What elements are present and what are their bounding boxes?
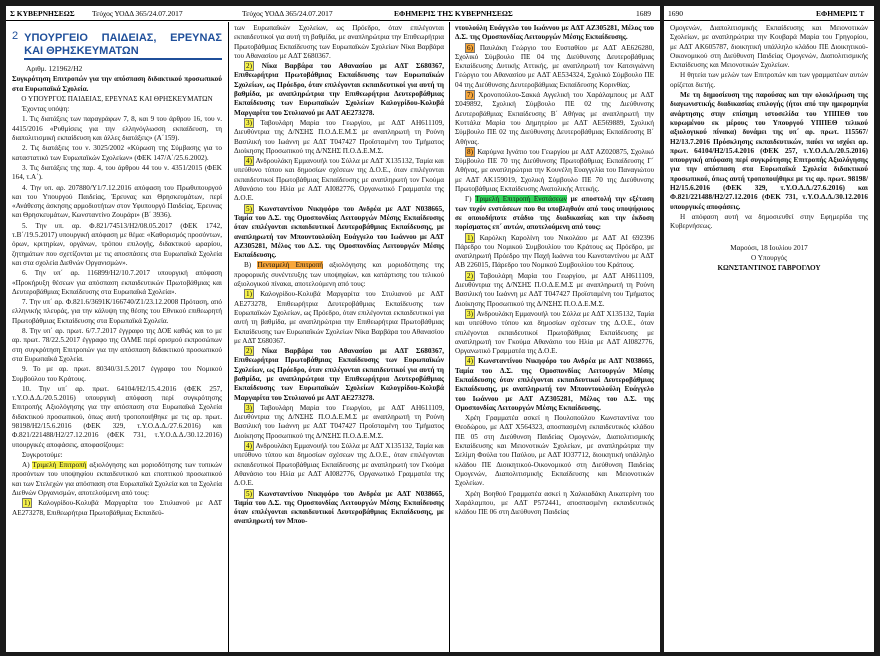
item-text: Ανδρουλάκη Εμμανουήλ του Σύλλα με ΑΔΤ Χ135132, Ταμία και υπεύθυνο τύπου και δημοσίων σχέσεων της Δ.Ο.Ε., όταν επιλέγονται εκπαιδευτικοί Πρωτοβάθμιας Εκπαίδευσης με αναπληρωτή τον Γκούμα Αθανάσιο του Ηλία με ΑΔΤ ΑΙ082776, Οργανωτικό Γραμματέα της Δ.Ο.Ε. <box>455 309 654 356</box>
item-text: Κωνσταντίνου Νικηφόρο του Ανδρέα με ΑΔΤ Ν038665, Ταμία του Δ.Σ. της Ομοσπονδίας Λειτουργών Μέσης Εκπαίδευσης όταν επιλέγονται εκπαιδευτικοί Δευτεροβάθμιας Εκπαίδευσης, με αναπληρωτή τον Μπουντουλούλη Ευάγγελο του Ιωάννου με ΑΔΤ ΑΖ305281, Μέλος του Δ.Σ. της Ομοσπονδίας Λειτουργών Μέσης Εκπαίδευσης. <box>455 357 654 412</box>
item-number: 1) <box>246 290 252 299</box>
item-number: 3) <box>246 403 252 412</box>
paragraph: 9. Το με αρ. πρωτ. 80340/31.5.2017 έγγραφο του Νομικού Συμβούλου του Κράτους. <box>12 365 222 383</box>
list-item <box>234 290 444 346</box>
section-title: ΥΠΟΥΡΓΕΙΟ ΠΑΙΔΕΙΑΣ, ΕΡΕΥΝΑΣ ΚΑΙ ΘΡΗΣΚΕΥΜΑΤΩΝ <box>24 32 222 60</box>
signature-name: ΚΩΝΣΤΑΝΤΙΝΟΣ ΓΑΒΡΟΓΛΟΥ <box>717 264 821 273</box>
signature-date: Μαρούσι, 18 Ιουλίου 2017 <box>730 243 808 252</box>
paragraph: 10. Την υπ΄ αρ. πρωτ. 64104/Η2/15.4.2016 (ΦΕΚ 257, τ.Υ.Ο.Δ.Δ./20.5.2016) υπουργική απόφαση περί συγκρότησης Επιτροπής Αξιολόγησης για την απόσπαση στα Ευρωπαϊκά Σχολεία διδακτικού προσωπικού, όπως αυτή τροποποιήθηκε με τις αρ. πρωτ. 98198/Η2/15.6.2016 (ΦΕΚ 329, τ.Υ.Ο.Δ.Δ./27.6.2016) και Φ.821/221488/Η2/27.12.2016 (ΦΕΚ 731, τ.Υ.Ο.Δ.Δ./30.12.2016) υπουργικές αποφάσεις, αποφασίζουμε: <box>12 384 222 449</box>
paragraph: των Ευρωπαϊκών Σχολείων, ως Πρόεδρο, όταν επιλέγονται εκπαιδευτικοί για αυτή τη βαθμίδα, με αναπληρώτρια την Επιθεωρήτρια Πρωτοβάθμιας Εκπαίδευσης των Ευρωπαϊκών Σχολείων Νίκα Βαρβάρα του Αθανασίου με ΑΔΤ Σ680367. <box>234 24 444 60</box>
item-label: Γ) <box>465 195 472 204</box>
header-left-title: Σ ΚΥΒΕΡΝΗΣΕΩΣ <box>10 9 75 18</box>
item-number: 1) <box>467 233 473 242</box>
highlight-five-member-committee: Πενταμελή Επιτροπή <box>257 261 324 270</box>
item-number: 3) <box>246 118 252 127</box>
list-item <box>455 234 654 271</box>
item-text: Ανδρουλάκη Εμμανουήλ του Σύλλα με ΑΔΤ Χ135132, Ταμία και υπεύθυνο τύπου και δημοσίων σχέσεων της Δ.Ο.Ε., όταν επιλέγονται εκπαιδευτικοί Πρωτοβάθμιας Εκπαίδευσης με αναπληρωτή τον Γκούμα Αθανάσιο του Ηλία με ΑΔΤ ΑΙ082776, Οργανωτικό Γραμματέα της Δ.Ο.Ε. <box>234 442 444 488</box>
item-text: Ταβουλάρη Μαρία του Γεωργίου, με ΑΔΤ ΑΗ611109, Διευθύντρια της Δ/ΝΣΗΣ Π.Ο.Δ.Ε.Μ.Σ με αναπληρωτή τη Ρούνη Βασιλική του Ιωάννη με ΑΔΤ Τ047427 Προϊσταμένη του Τμήματος Διοίκησης Προσωπικού της Δ/ΝΣΗΣ Π.Ο.Δ.Ε.Μ.Σ. <box>234 403 444 440</box>
column-divider <box>228 22 229 652</box>
item-label: Α) <box>22 461 30 470</box>
list-item <box>234 157 444 203</box>
header-page-number: 1689 <box>636 9 651 18</box>
item-number: 1) <box>24 499 30 508</box>
item-text: Χρονοπούλου-Σακκά Αγγελική του Χαράλαμπους με ΑΔΤ Σ049892, Σχολική Σύμβουλο ΠΕ 02 της Διεύθυνσης Δευτεροβάθμιας Εκπαίδευσης Β΄ Αθήνας με αναπληρωτή την Κυττάλα Μαρία του Δημητρίου με ΑΔΤ ΑΕ569889, Σχολική Σύμβουλο ΠΕ 02 της Διεύθυνσης Δευτεροβάθμιας Εκπαίδευσης Β΄ Αθήνας. <box>455 91 654 146</box>
list-item <box>234 347 444 403</box>
paragraph: 3. Τις διατάξεις της παρ. 4, του άρθρου 44 του ν. 4351/2015 (ΦΕΚ 164, τ.Α΄). <box>12 163 222 182</box>
item-number: 4) <box>467 357 473 366</box>
section-heading <box>12 32 222 60</box>
item-label: Β) <box>244 261 252 270</box>
item-text: Κωνσταντίνου Νικηφόρο του Ανδρέα με ΑΔΤ Ν038665, Ταμία του Δ.Σ. της Ομοσπονδίας Λειτουργών Μέσης Εκπαίδευσης όταν επιλέγονται εκπαιδευτικοί Δευτεροβάθμιας Εκπαίδευσης, με αναπληρωτή τον Μπου- <box>234 489 444 526</box>
paragraph: 6. Την υπ΄ αρ. 116899/Η2/10.7.2017 υπουργική απόφαση «Προκήρυξη θέσεων για απόσπαση εκπαιδευτικών Πρωτοβάθμιας και Δευτεροβάθμιας Εκπαίδευσης στα Ευρωπαϊκά Σχολεία». <box>12 269 222 296</box>
list-item <box>234 205 444 261</box>
column-3 <box>455 24 654 652</box>
paragraph: Χρέη Γραμματέα ασκεί η Πουλοπούλου Κωνσταντίνα του Θεοδώρου, με ΑΔΤ Χ564323, αποσπασμένη εκπαιδευτικός κλάδου ΠΕ 05 στη Διεύθυνση Παιδείας Ομογενών, Διαπολιτισμικής Εκπαίδευσης και Μειονοτικών Σχολείων, με αναπληρώτρια την Σελίμη Φούλα του Παύλου, με ΑΔΤ ΙΟ37712, διοικητική υπάλληλο κλάδου ΠΕ Διοικητικού-Οικονομικού στη Διεύθυνση Παιδείας Ομογενών, Διαπολιτισμικής Εκπαίδευσης και Μειονοτικών Σχολείων. <box>455 414 654 488</box>
item-number: 2) <box>246 62 252 71</box>
item-number: 3) <box>467 309 473 318</box>
signature-role: Ο Υπουργός <box>751 253 787 262</box>
header-title: ΕΦΗΜΕΡΙΣ Τ <box>816 9 865 18</box>
list-item <box>455 148 654 194</box>
paragraph: Ομογενών, Διαπολιτισμικής Εκπαίδευσης και Μειονοτικών Σχολείων, με αναπληρώτρια την Κουβαρά Μαρία του Γρηγορίου, με ΑΔΤ ΑΚ605787, διοικητική υπάλληλο κλάδου ΠΕ Διοικητικού-Οικονομικού στη Διεύθυνση Παιδείας Ομογενών, Διαπολιτισμικής Εκπαίδευσης και Μειονοτικών Σχολείων. <box>670 24 868 70</box>
item-text: Καρύμνα Ιγνάτιο του Γεωργίου με ΑΔΤ ΑΖ020875, Σχολικό Σύμβουλο ΠΕ 70 της Διεύθυνσης Πρωτοβάθμιας Εκπαίδευσης Γ΄ Αθήνας, με αναπληρώτρια την Κουνέλη Ευαγγελία του Παναγιώτου με ΑΔΤ ΑΚ159019, Σχολική Σύμβουλο ΠΕ 70 της Διεύθυνσης Πρωτοβάθμιας Εκπαίδευσης Ανατολικής Αττικής. <box>455 147 654 194</box>
item-number: 2) <box>467 271 473 280</box>
list-item <box>234 490 444 527</box>
paragraph: 7. Την υπ΄ αρ. Φ.821.6/3691К/166740/Ζ1/23.12.2008 Πρόταση, από ελληνικής πλευράς, για την κάλυψη της θέσης του Εθνικού επιθεωρητή Πρωτοβάθμιας Εκπαίδευσης στα Ευρωπαϊκά Σχολεία. <box>12 298 222 325</box>
item-text: Καλογρίδου-Κολυβά Μαργαρίτα του Στυλιανού με ΑΔΤ ΑΕ273278, Επιθεωρήτρια Δευτεροβάθμιας Εκπαίδευσης των Ευρωπαϊκών Σχολείων, ως Πρόεδρο, όταν επιλέγονται εκπαιδευτικοί για αυτή τη βαθμίδα, με αναπληρώτρια την Επιθεωρήτρια Πρωτοβάθμιας Εκπαίδευσης των Ευρωπαϊκών Σχολείων Νίκα Βαρβάρα του Αθανασίου με ΑΔΤ Σ680367. <box>234 290 444 345</box>
paragraph-committee-c <box>455 195 654 232</box>
list-item <box>455 310 654 356</box>
item-text: Κωνσταντίνου Νικηφόρο του Ανδρέα με ΑΔΤ Ν038665, Ταμία του Δ.Σ. της Ομοσπονδίας Λειτουργών Μέσης Εκπαίδευσης όταν επιλέγονται εκπαιδευτικοί Δευτεροβάθμιας Εκπαίδευσης, με αναπληρωτή τον Μπουντουλούλη Ευάγγελο του Ιωάννου με ΑΔΤ ΑΖ305281, Μέλος του Δ.Σ. της Ομοσπονδίας Λειτουργών Μέσης Εκπαίδευσης. <box>234 204 444 260</box>
highlight-objections-committee: Τριμελή Επιτροπή Ενστάσεων <box>475 195 567 204</box>
highlight-three-member-committee: Τριμελή Επιτροπή <box>32 461 87 470</box>
item-text: Καλογρίδου-Κολυβά Μαργαρίτα του Στυλιανού με ΑΔΤ ΑΕ273278, Επιθεωρήτρια Πρωτοβάθμιας Εκπαιδεύ- <box>12 499 222 517</box>
paragraph: Η απόφαση αυτή να δημοσιευθεί στην Εφημερίδα της Κυβερνήσεως. <box>670 212 868 231</box>
gazette-page-1689 <box>6 6 660 652</box>
header-mid-issue: Τεύχος ΥΟΔΔ 365/24.07.2017 <box>242 9 333 18</box>
column-2 <box>234 24 444 652</box>
column-divider <box>449 22 450 652</box>
decision-subject: Συγκρότηση Επιτροπών για την απόσπαση διδακτικού προσωπικού στα Ευρωπαϊκά Σχολεία. <box>12 75 222 93</box>
list-item <box>234 404 444 441</box>
item-text: Καρόλκη Καρολίνη του Νικολάου με ΑΔΤ ΑΙ 692396 Πάρεδρο του Νομικού Συμβουλίου του Κράτους ως Πρόεδρο, με αναπληρωτή Πρόεδρο την Παχή Ιωάννα του Κωνσταντίνου με ΑΔΤ ΑΒ 226015, Πάρεδρο του Νομικού Συμβουλίου του Κράτους. <box>455 233 654 270</box>
item-text: αξιολόγησης και μοριοδότησης των τυπικών προσόντων του υποψηφίου εκπαιδευτικού και εποπτικού προσωπικού και των Στελεχών για απόσπαση στα Ευρωπαϊκά Σχολεία και τα Σχολεία Διεθνών Οργανισμών, αποτελούμενη από τους: <box>12 461 222 498</box>
item-number: 4) <box>246 442 252 451</box>
paragraph: Η θητεία των μελών των Επιτροπών και των γραμματέων αυτών ορίζεται διετής. <box>670 71 868 89</box>
paragraph: 4. Την υπ. αρ. 207880/Υ1/7.12.2016 απόφαση του Πρωθυπουργού και του Υπουργού Παιδείας, Έρευνας και Θρησκευμάτων, περί «Ανάθεσης άσκησης αρμοδιοτήτων στον Υφυπουργό Παιδείας, Έρευνας και Θρησκευμάτων, Κωνσταντίνο Ζουράρι» (Β΄ 3936). <box>12 183 222 220</box>
item-number: 8) <box>467 147 473 156</box>
header-mid-title: ΕΦΗΜΕΡΙΣ ΤΗΣ ΚΥΒΕΡΝΗΣΕΩΣ <box>394 9 513 18</box>
item-text: Νίκα Βαρβάρα του Αθανασίου με ΑΔΤ Σ680367, Επιθεωρήτρια Πρωτοβάθμιας Εκπαίδευσης των Ευρωπαϊκών Σχολείων, ως Πρόεδρο, όταν επιλέγονται εκπαιδευτικοί για αυτή τη βαθμίδα, με αναπληρώτρια την Επιθεωρήτρια Δευτεροβάθμιας Εκπαίδευσης των Ευρωπαϊκών Σχολείων Καλογρίδου-Κολυβά Μαργαρίτα του Στυλιανού με ΑΔΤ ΑΕ273278. <box>234 347 444 402</box>
header-page-number: 1690 <box>668 9 683 18</box>
paragraph: Έχοντας υπόψη: <box>22 105 70 114</box>
paragraph: Με τη δημοσίευση της παρούσας και την ολοκλήρωση της διαγωνιστικής διαδικασίας επιλογής (ήτοι από την ημερομηνία ανάρτησης στην επίσημη ιστοσελίδα του ΥΠΠΕΘ του κυρωμένου εκ μέρους του Υπουργού ΥΠΠΕΘ τελικού αξιολογικού πίνακα) δυνάμει της υπ΄ αρ. πρωτ. 115567/Η2/13.7.2016 Πρόσκλησης εκπαιδευτικών, παύει να ισχύει αρ. πρωτ. 64104/Η2/15.4.2016 (ΦΕΚ 257, τ.Υ.Ο.Δ.Δ./20.5.2016) υπουργική απόφαση περί συγκρότησης Επιτροπής Αξιολόγησης για την απόσπαση στα Ευρωπαϊκά Σχολεία διδακτικού προσωπικού, όπως αυτή τροποποιήθηκε με τις αρ. πρωτ. 98198/Η2/15.6.2016 (ΦΕΚ 329, τ.Υ.Ο.Δ.Δ./27.6.2016) και Φ.821/221488/Η2/27.12.2016 (ΦΕΚ 731, τ.Υ.Ο.Δ.Δ./30.12.2016 υπουργικές αποφάσεις. <box>670 91 868 211</box>
item-text: Ανδρουλάκη Εμμανουήλ του Σύλλα με ΑΔΤ Χ135132, Ταμία και υπεύθυνο τύπου και δημοσίων σχέσεων της Δ.Ο.Ε., όταν επιλέγονται εκπαιδευτικοί Πρωτοβάθμιας Εκπαίδευσης με αναπληρωτή τον Γκούμα Αθανάσιο του Ηλία με ΑΔΤ ΑΙ082776, Οργανωτικό Γραμματέα της Δ.Ο.Ε. <box>234 157 444 203</box>
paragraph: Χρέη Βοηθού Γραμματέα ασκεί η Χαλκιαδάκη Αικατερίνη του Χαράλαμπου, με ΑΔΤ Ρ572441, αποσπασμένη εκπαιδευτικός κλάδου ΠΕ 06 στη Διεύθυνση Παιδείας <box>455 489 654 517</box>
list-item <box>234 62 444 118</box>
item-text: αξιολόγησης και μοριοδότησης της προφορικής συνέντευξης των υποψηφίων, και κατάρτισης του τελικού αξιολογικού πίνακα, αποτελούμενη από τους: <box>234 261 444 289</box>
list-item <box>12 499 222 518</box>
list-item <box>455 272 654 309</box>
item-number: 4) <box>246 157 252 166</box>
item-text: Νίκα Βαρβάρα του Αθανασίου με ΑΔΤ Σ680367, Επιθεωρήτρια Πρωτοβάθμιας Εκπαίδευσης των Ευρωπαϊκών Σχολείων, ως Πρόεδρο, όταν επιλέγονται εκπαιδευτικοί για αυτή τη βαθμίδα, με αναπληρώτρια την Επιθεωρήτρια Δευτεροβάθμιας Εκπαίδευσης των Ευρωπαϊκών Σχολείων Καλογρίδου-Κολυβά Μαργαρίτα του Στυλιανού με ΑΔΤ ΑΕ273278. <box>234 62 444 117</box>
paragraph: Συγκροτούμε: <box>22 450 63 459</box>
page-header <box>664 6 874 21</box>
list-item <box>234 119 444 156</box>
item-number: 5) <box>246 489 252 498</box>
list-item <box>455 44 654 90</box>
paragraph-committee-b <box>234 261 444 289</box>
column-1 <box>670 24 868 652</box>
decision-ref: Αριθμ. 121962/Η2 <box>26 64 83 73</box>
list-item <box>234 442 444 488</box>
list-item <box>455 91 654 147</box>
item-number: 6) <box>467 43 473 52</box>
paragraph: 8. Την υπ΄ αρ. πρωτ. 6/7.7.2017 έγγραφο της ΔΟΕ καθώς και το με αρ. πρωτ. 78/22.5.2017 έγγραφο της ΟΛΜΕ περί ορισμού εκπροσώπων στη συγκρότηση Επιτροπών για την απόσπαση διδακτικού προσωπικού στα Ευρωπαϊκά Σχολεία. <box>12 327 222 363</box>
item-text: Παυλάκη Γεώργιο του Ευσταθίου με ΑΔΤ ΑΕ626280, Σχολικό Σύμβουλο ΠΕ 04 της Διεύθυνσης Δευτεροβάθμιας Εκπαίδευσης Δυτικής Αττικής, με αναπληρωτή τον Κατσιγιάννη Γεώργιο του Αθανασίου με ΑΔΤ ΑΕ534324, Σχολικό Σύμβουλο ΠΕ 04 της Διεύθυνσης Δευτεροβάθμιας Εκπαίδευσης Κορινθίας. <box>455 43 654 89</box>
item-number: 2) <box>246 347 252 356</box>
paragraph: 2. Τις διατάξεις του ν. 3025/2002 «Κύρωση της Σύμβασης για το καταστατικό των Ευρωπαϊκών Σχολείων» (ΦΕΚ 147/Α΄/25.6.2002). <box>12 144 222 162</box>
item-text: Ταβουλάρη Μαρία του Γεωργίου, με ΑΔΤ ΑΗ611109, Διευθύντρια της Δ/ΝΣΗΣ Π.Ο.Δ.Ε.Μ.Σ με αναπληρωτή τη Ρούνη Βασιλική του Ιωάννη με ΑΔΤ Τ047427 Προϊσταμένη του Τμήματος Διοίκησης Προσωπικού της Δ/ΝΣΗΣ Π.Ο.Δ.Ε.Μ.Σ. <box>455 271 654 308</box>
header-left-issue: Τεύχος ΥΟΔΔ 365/24.07.2017 <box>92 9 183 18</box>
item-number: 7) <box>467 91 473 100</box>
section-number: 2 <box>12 30 19 42</box>
paragraph: ντουλούλη Ευάγγελο του Ιωάννου με ΑΔΤ ΑΖ305281, Μέλος του Δ.Σ. της Ομοσπονδίας Λειτουργών Μέσης Εκπαίδευσης. <box>455 24 654 42</box>
paragraph: 5. Την υπ. αρ. Φ.821/74513/Η2/08.05.2017 (ΦΕΚ 1742, τ.Β΄/19.5.2017) υπουργική απόφαση με θέμα: «Καθορισμός προσόντων, όρων, κριτηρίων, οργάνων, τρόπου επιλογής, διδακτικού ωραρίου, ζητημάτων που σχετίζονται με τις αποσπάσεις στα Ευρωπαϊκά Σχολεία και στα σχολεία Διεθνών Οργανισμών». <box>12 221 222 267</box>
item-text: Ταβουλάρη Μαρία του Γεωργίου, με ΑΔΤ ΑΗ611109, Διευθύντρια της Δ/ΝΣΗΣ Π.Ο.Δ.Ε.Μ.Σ με αναπληρωτή τη Ρούνη Βασιλική του Ιωάννη με ΑΔΤ Τ047427 Προϊσταμένη του Τμήματος Διοίκησης Προσωπικού της Δ/ΝΣΗΣ Π.Ο.Δ.Ε.Μ.Σ. <box>234 118 444 155</box>
item-number: 5) <box>246 204 252 213</box>
page-header <box>6 6 660 21</box>
gazette-page-1690 <box>664 6 874 652</box>
paragraph-committee-a <box>12 461 222 498</box>
paragraph: 1. Τις διατάξεις των παραγράφων 7, 8, και 9 του άρθρου 16, του ν. 4415/2016 «Ρυθμίσεις για την ελληνόγλωσση εκπαίδευση, τη διαπολιτισμική εκπαίδευση και άλλες διατάξεις» (Α΄159). <box>12 115 222 143</box>
column-1 <box>12 24 222 652</box>
minister-heading: Ο ΥΠΟΥΡΓΟΣ ΠΑΙΔΕΙΑΣ, ΕΡΕΥΝΑΣ ΚΑΙ ΘΡΗΣΚΕΥΜΑΤΩΝ <box>21 94 213 103</box>
list-item <box>455 357 654 413</box>
item-text: με αποστολή την εξέταση των τυχόν ενστάσεων που θα υποβληθούν από τους υποψήφιους σε οποιοδήποτε στάδιο της διαδικασίας και την έκδοση πορίσματος επ΄ αυτών, αποτελούμενη από τους: <box>455 195 654 232</box>
